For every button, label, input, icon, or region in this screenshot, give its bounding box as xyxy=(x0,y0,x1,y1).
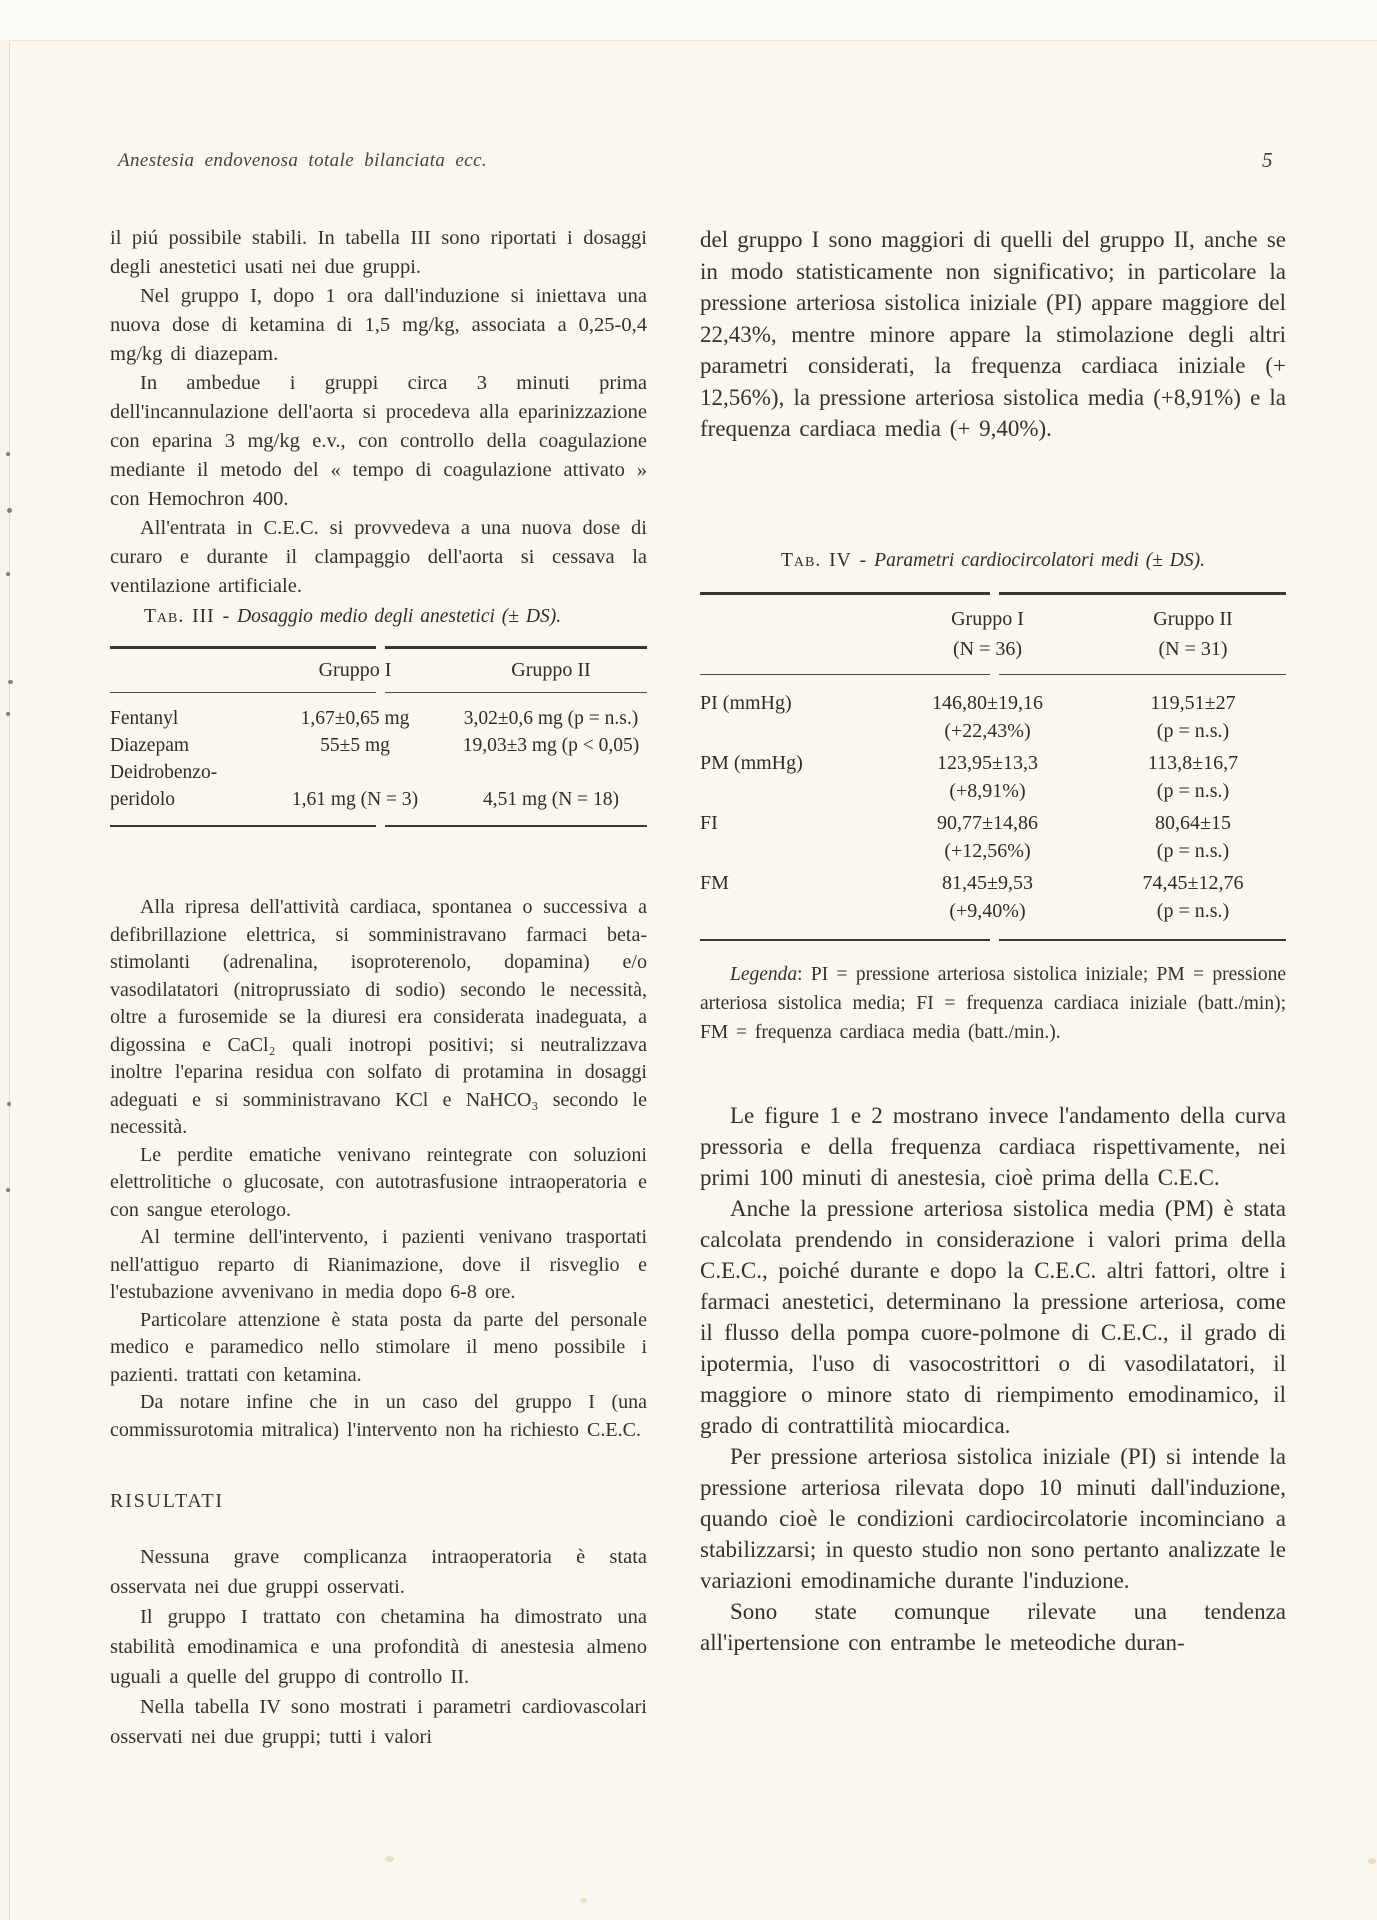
table-cell xyxy=(1100,809,1286,865)
table-header-cell xyxy=(700,604,875,664)
table-cell: PI (mmHg) xyxy=(700,691,792,714)
paragraph: Alla ripresa dell'attività cardiaca, spontanea o successiva a defibrillazione elettrica, si somministravano farmaci beta-stimolanti (adrenalina, isoproterenolo, dopamina) e/o vasodilatatori (nitroprussiato di sodio) secondo le necessità, oltre a furosemide se la diuresi era considerata inadeguata, a digossina e CaCl₂ quali inotropi positivi; si neutralizzava inoltre l'eparina residua con solfato di protamina in dosaggi adeguati e si somministravano KCl e NaHCO₃ secondo le necessità. xyxy=(110,896,647,1138)
value: 74,45±12,76 xyxy=(1142,871,1244,894)
table-cell xyxy=(255,759,455,786)
group-n: (N = 36) xyxy=(952,637,1023,660)
paragraph: Particolare attenzione è stata posta da parte del personale medico e paramedico nello stimolare il meno possibile i pazienti. trattati con ketamina. xyxy=(110,1308,647,1386)
table-row xyxy=(700,689,1286,745)
table-cell xyxy=(875,749,1100,805)
table-cell: 19,03±3 mg (p < 0,05) xyxy=(462,734,640,756)
paragraph: il piú possibile stabili. In tabella III sono riportati i dosaggi degli anestetici usati nei due gruppi. xyxy=(110,227,647,278)
table4-header-row xyxy=(700,595,1286,674)
table3-caption xyxy=(144,606,647,628)
table-dosaggio-anestetici xyxy=(110,606,647,827)
table-header-cell xyxy=(1100,604,1286,664)
paragraph: Nel gruppo I, dopo 1 ora dall'induzione si iniettava una nuova dose di ketamina di 1,5 mg/kg, associata a 0,25-0,4 mg/kg di diazepam. xyxy=(110,285,647,365)
paragraph: Al termine dell'intervento, i pazienti venivano trasportati nell'attiguo reparto di Rianimazione, dove il risveglio e l'estubazione avvenivano in media dopo 6-8 ore. xyxy=(110,1226,647,1303)
paragraph: Nella tabella IV sono mostrati i parametri cardiovascolari osservati nei due gruppi; tutti i valori xyxy=(110,1696,647,1748)
group-name: Gruppo II xyxy=(1153,607,1233,630)
table-cell: 4,51 mg (N = 18) xyxy=(482,788,620,810)
table-cell: Diazepam xyxy=(110,734,190,756)
paragraph: Nessuna grave complicanza intraoperatoria è stata osservata nei due gruppi osservati. xyxy=(110,1546,647,1598)
legend-label: Legenda xyxy=(730,964,798,985)
table-header-cell xyxy=(875,604,1100,664)
legend-paragraph xyxy=(700,960,1286,1047)
group-n: (N = 31) xyxy=(1158,637,1228,660)
right-column-top xyxy=(700,224,1286,445)
scan-stain xyxy=(580,1898,587,1903)
paragraph: Il gruppo I trattato con chetamina ha dimostrato una stabilità emodinamica e una profondità di anestesia almeno uguali a quelle del gruppo di controllo II. xyxy=(110,1606,647,1688)
table-cell: PM (mmHg) xyxy=(700,751,803,774)
paragraph: Da notare infine che in un caso del gruppo I (una commissurotomia mitralica) l'intervento non ha richiesto C.E.C. xyxy=(110,1391,647,1441)
value: 81,45±9,53 xyxy=(942,871,1033,894)
table-header-cell: Gruppo II xyxy=(511,658,591,681)
scan-speck xyxy=(6,1188,10,1192)
table4-body xyxy=(700,675,1286,939)
table-cell: 1,61 mg (N = 3) xyxy=(291,788,419,810)
value-sub: (+8,91%) xyxy=(949,779,1026,802)
value: 113,8±16,7 xyxy=(1147,751,1239,774)
caption-dash: - xyxy=(859,550,867,571)
table-cell xyxy=(875,809,1100,865)
table-cell xyxy=(1100,689,1286,745)
scan-speck xyxy=(7,1102,11,1106)
table4-caption-text: Parametri cardiocircolatori medi (± DS). xyxy=(874,550,1206,571)
group-name: Gruppo I xyxy=(951,607,1024,630)
table-cell: Deidrobenzo- xyxy=(110,761,218,783)
left-column-results xyxy=(110,1542,647,1752)
table-row xyxy=(700,869,1286,925)
value: 90,77±14,86 xyxy=(937,811,1038,834)
value: 123,95±13,3 xyxy=(937,751,1038,774)
caption-dash: - xyxy=(222,606,230,627)
table-cell xyxy=(875,689,1100,745)
table3-header-row xyxy=(110,649,647,692)
paragraph: del gruppo I sono maggiori di quelli del gruppo II, anche se in modo statisticamente non significativo; in particolare la pressione arteriosa sistolica iniziale (PI) appare maggiore del 22,43%, mentre minore appare la stimolazione degli altri parametri considerati, la frequenza cardiaca iniziale (+ 12,56%), la pressione arteriosa sistolica media (+8,91%) e la frequenza cardiaca media (+ 9,40%). xyxy=(700,227,1286,441)
table3-body xyxy=(110,693,647,825)
table-cell xyxy=(1100,869,1286,925)
table-cell: Fentanyl xyxy=(110,707,179,729)
table-row xyxy=(700,749,1286,805)
value-sub: (+22,43%) xyxy=(944,719,1031,742)
left-column-top xyxy=(110,224,647,601)
left-column-mid xyxy=(110,894,647,1444)
scan-stain xyxy=(385,1856,394,1862)
table-cell: 55±5 mg xyxy=(320,734,390,756)
value-sub: (p = n.s.) xyxy=(1156,719,1230,742)
running-head: Anestesia endovenosa totale bilanciata ecc. xyxy=(118,150,488,171)
table-cell: peridolo xyxy=(110,788,175,810)
value: 80,64±15 xyxy=(1155,811,1231,834)
table-row xyxy=(700,809,1286,865)
table4-caption xyxy=(700,550,1286,572)
right-column-bottom xyxy=(700,1100,1286,1658)
value-sub: (+12,56%) xyxy=(944,839,1031,862)
scan-stain xyxy=(1368,1858,1376,1864)
scan-background-top xyxy=(0,0,1377,40)
section-heading-risultati: RISULTATI xyxy=(110,1490,224,1512)
table4-caption-label: Tab. IV xyxy=(780,550,852,571)
value: 119,51±27 xyxy=(1150,691,1236,714)
scan-speck xyxy=(6,712,10,716)
table-parametri-cardiocircolatori xyxy=(700,550,1286,941)
table4-legend xyxy=(700,960,1286,1047)
value-sub: (+9,40%) xyxy=(949,899,1026,922)
table-rule-bottom xyxy=(700,939,1286,942)
value-sub: (p = n.s.) xyxy=(1156,779,1230,802)
table-cell: FM xyxy=(700,871,729,894)
scan-speck xyxy=(7,508,12,513)
paragraph: Anche la pressione arteriosa sistolica media (PM) è stata calcolata prendendo in considerazione i valori prima della C.E.C., poiché durante e dopo la C.E.C. altri fattori, oltre i farmaci anestetici, determinano la pressione arteriosa, come il flusso della pompa cuore-polmone di C.E.C., il grado di ipotermia, l'uso di vasocostrittori o di vasodilatatori, il maggiore o minore stato di riempimento emodinamico, il grado di contrattilità miocardica. xyxy=(700,1196,1286,1438)
paragraph: Le perdite ematiche venivano reintegrate con soluzioni elettrolitiche o glucosate, con autotrasfusione intraoperatoria e con sangue eterologo. xyxy=(110,1143,647,1221)
value-sub: (p = n.s.) xyxy=(1156,839,1230,862)
scan-speck xyxy=(6,572,10,576)
paragraph: Per pressione arteriosa sistolica iniziale (PI) si intende la pressione arteriosa rilevata dopo 10 minuti dall'induzione, quando cioè le condizioni cardiocircolatorie incominciano a stabilizzarsi; in questo studio non sono pertanto analizzate le variazioni emodinamiche durante l'induzione. xyxy=(700,1444,1286,1593)
legend-text: : PI = pressione arteriosa sistolica iniziale; PM = pressione arteriosa sistolica media; FI = frequenza cardiaca iniziale (batt./min); FM = frequenza cardiaca media (batt./min.). xyxy=(700,964,1286,1043)
table-header-cell: Gruppo I xyxy=(318,658,392,681)
table-cell xyxy=(1100,749,1286,805)
paragraph: Sono state comunque rilevate una tendenza all'ipertensione con entrambe le meteodiche duran- xyxy=(700,1599,1286,1655)
table3-caption-label: Tab. III xyxy=(144,606,215,627)
table-cell xyxy=(455,759,647,786)
page-number: 5 xyxy=(1262,148,1273,172)
table-cell: 3,02±0,6 mg (p = n.s.) xyxy=(463,707,639,729)
table-cell: 1,67±0,65 mg xyxy=(300,707,410,729)
table-rule-bottom xyxy=(110,825,647,828)
table-cell xyxy=(875,869,1100,925)
paragraph: In ambedue i gruppi circa 3 minuti prima dell'incannulazione dell'aorta si procedeva alla eparinizzazione con eparina 3 mg/kg e.v., con controllo della coagulazione mediante il metodo del « tempo di coagulazione attivato » con Hemochron 400. xyxy=(110,372,647,510)
scan-speck xyxy=(8,680,13,684)
table3-caption-text: Dosaggio medio degli anestetici (± DS). xyxy=(237,606,562,627)
paragraph: All'entrata in C.E.C. si provvedeva a una nuova dose di curaro e durante il clampaggio dell'aorta si cessava la ventilazione artificiale. xyxy=(110,517,647,597)
table-cell: FI xyxy=(700,811,718,834)
scan-speck xyxy=(6,452,10,456)
value-sub: (p = n.s.) xyxy=(1156,899,1230,922)
value: 146,80±19,16 xyxy=(932,691,1043,714)
table-header-cell xyxy=(110,657,255,684)
paragraph: Le figure 1 e 2 mostrano invece l'andamento della curva pressoria e della frequenza cardiaca rispettivamente, nei primi 100 minuti di anestesia, cioè prima della C.E.C. xyxy=(700,1103,1286,1190)
